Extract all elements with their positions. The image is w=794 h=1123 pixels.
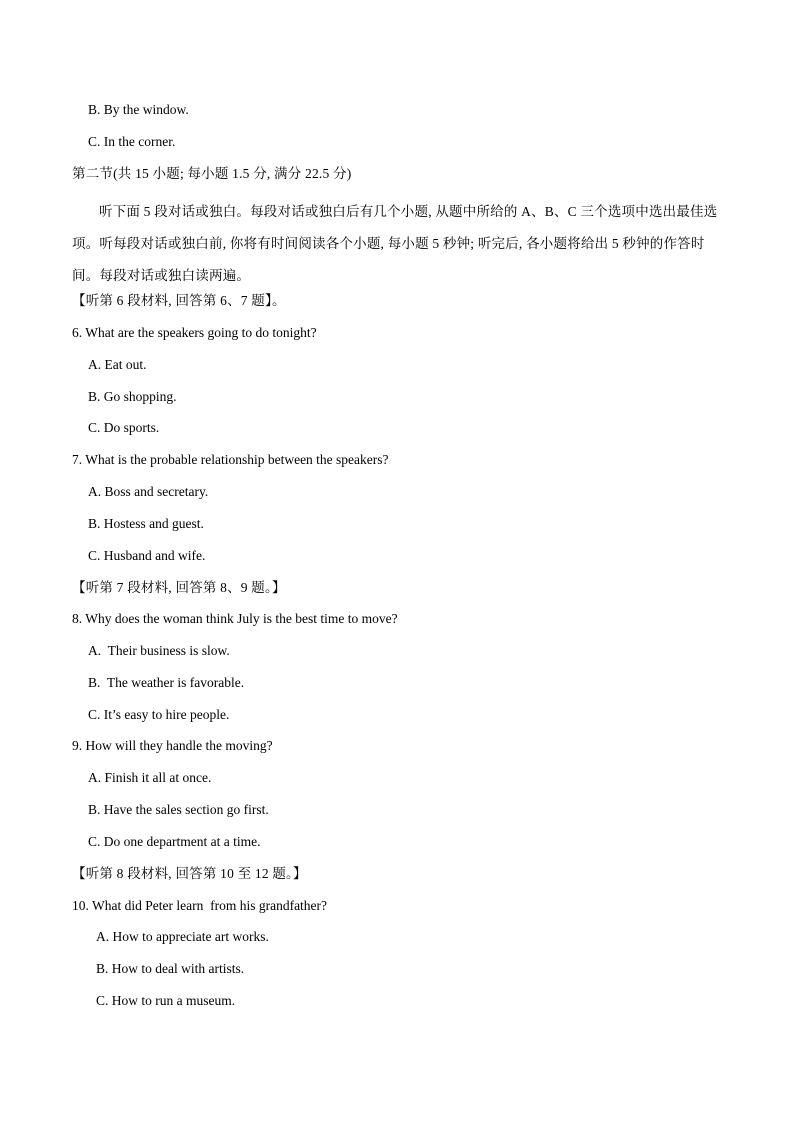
question-8-option-c: C. It’s easy to hire people.	[88, 707, 230, 722]
question-9-option-b: B. Have the sales section go first.	[88, 802, 269, 817]
question-10-option-c: C. How to run a museum.	[96, 993, 236, 1008]
passage-8-heading: 【听第 8 段材料, 回答第 10 至 12 题。】	[72, 866, 307, 881]
question-9-option-a: A. Finish it all at once.	[88, 770, 212, 785]
option-b-by-window: B. By the window.	[88, 102, 189, 117]
question-6-option-b: B. Go shopping.	[88, 389, 177, 404]
question-8-option-a: A. Their business is slow.	[88, 643, 230, 658]
question-7-option-c: C. Husband and wife.	[88, 548, 206, 563]
section-title: 第二节(共 15 小题; 每小题 1.5 分, 满分 22.5 分)	[72, 166, 352, 181]
passage-7-heading: 【听第 7 段材料, 回答第 8、9 题。】	[72, 580, 286, 595]
instructions-paragraph: 听下面 5 段对话或独白。每段对话或独白后有几个小题, 从题中所给的 A、B、C 三个选项中选出最佳选项。听每段对话或独白前, 你将有时间阅读各个小题, 每小题 5 秒钟; 听完后, 各小题将给出 5 秒钟的作答时间。每段对话或独白读两遍。	[72, 204, 718, 283]
question-9-option-c: C. Do one department at a time.	[88, 834, 261, 849]
question-6: 6. What are the speakers going to do tonight?	[72, 325, 317, 340]
question-7: 7. What is the probable relationship between the speakers?	[72, 452, 389, 467]
question-6-option-a: A. Eat out.	[88, 357, 147, 372]
question-8: 8. Why does the woman think July is the best time to move?	[72, 611, 398, 626]
question-10: 10. What did Peter learn from his grandfather?	[72, 898, 328, 913]
question-9: 9. How will they handle the moving?	[72, 738, 273, 753]
question-6-option-c: C. Do sports.	[88, 420, 160, 435]
question-10-option-b: B. How to deal with artists.	[96, 961, 245, 976]
question-8-option-b: B. The weather is favorable.	[88, 675, 245, 690]
question-7-option-b: B. Hostess and guest.	[88, 516, 204, 531]
question-10-option-a: A. How to appreciate art works.	[96, 929, 269, 944]
question-7-option-a: A. Boss and secretary.	[88, 484, 209, 499]
passage-6-heading: 【听第 6 段材料, 回答第 6、7 题】。	[72, 293, 286, 308]
option-c-in-corner: C. In the corner.	[88, 134, 176, 149]
